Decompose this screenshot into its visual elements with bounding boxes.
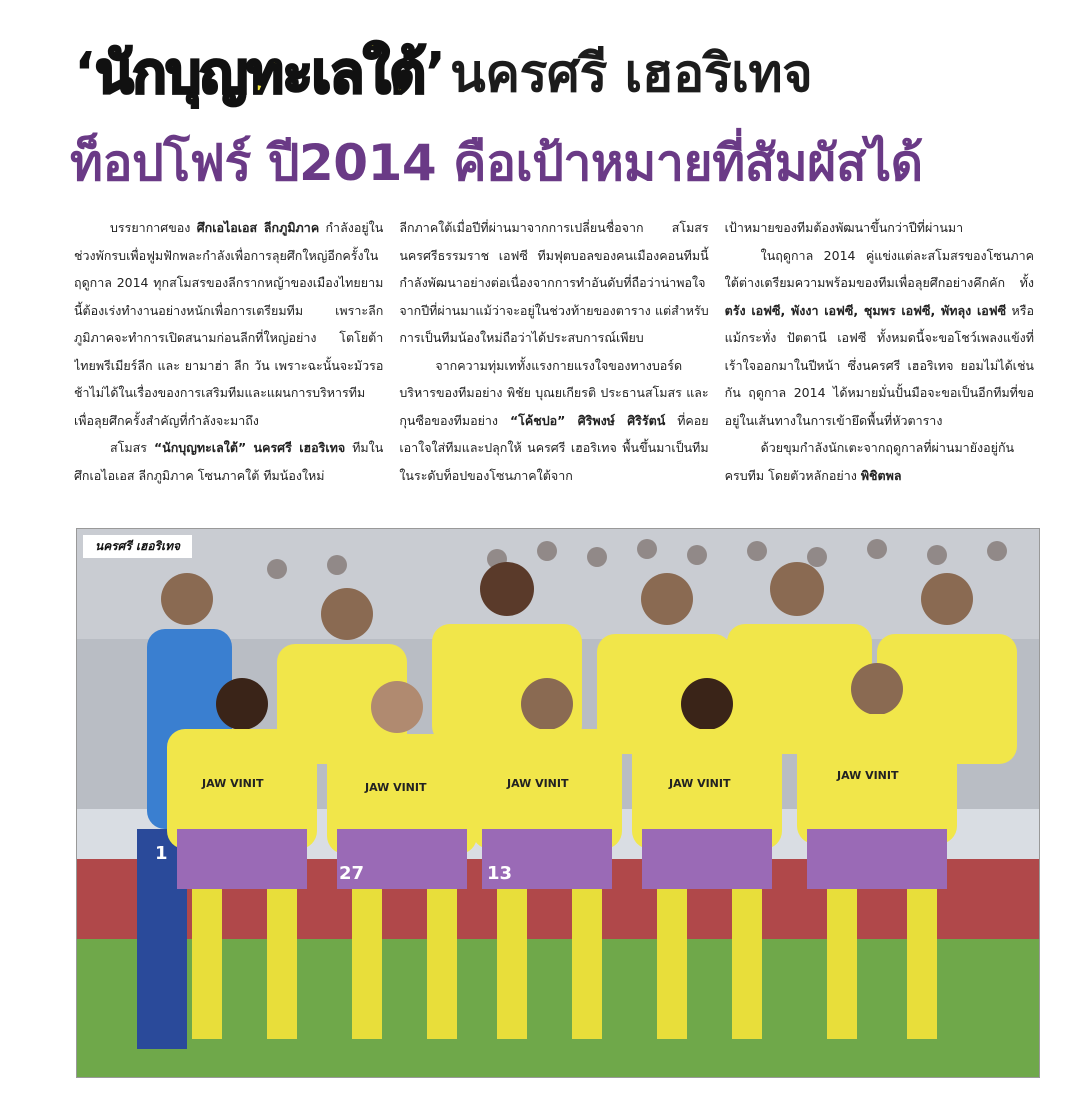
headline-close-quote: ’	[424, 41, 447, 106]
sponsor-label: JAW VINIT	[837, 769, 899, 782]
photo-caption: นครศรี เฮอริเทจ	[83, 535, 192, 558]
headline-nickname: นักบุญทะเลใต้	[95, 41, 425, 106]
article-column-2	[399, 214, 708, 504]
article-column-1	[74, 214, 383, 504]
headline-team-name: นครศรี เฮอริเทจ	[450, 44, 813, 104]
sponsor-label: JAW VINIT	[669, 777, 731, 790]
headline-open-quote: ‘	[74, 41, 96, 106]
shirt-number: 27	[339, 863, 365, 884]
sponsor-label: JAW VINIT	[507, 777, 569, 790]
paragraph: จากความทุ่มเททั้งแรงกายแรงใจของทางบอร์ดบริหารของทีมอย่าง พิชัย บุณยเกียรติ ประธานสโมสร และกุนซือของทีมอย่าง “โค้ชปอ” ศิริพงษ์ ศิริรัตน์ ที่คอยเอาใจใส่ทีมและปลุกให้ นครศรี เฮอริเทจ พื้นขึ้นมาเป็นทีมในระดับท็อปของโซนภาคใต้จาก	[399, 357, 709, 483]
paragraph: ในฤดูกาล 2014 คู่แข่งแต่ละสโมสรของโซนภาคใต้ต่างเตรียมความพร้อมของทีมเพื่อลุยศึกอย่างคึกคัก ทั้ง ตรัง เอฟซี, พังงา เอฟซี, ชุมพร เอฟซี, พัทลุง เอฟซี หรือแม้กระทั่ง ปัตตานี เอฟซี ทั้งหมดนี้จะขอโชว์เพลงแข้งที่เร้าใจออกมาในปีหน้า ซึ่งนครศรี เฮอริเทจ ยอมไม่ได้เช่นกัน ฤดูกาล 2014 ได้หมายมั่นปั้นมือจะขอเป็นอีกทีมที่ขออยู่ในเส้นทางในการเข้ายึดพื้นที่หัวตาราง	[724, 247, 1034, 428]
headline-main	[74, 34, 1034, 114]
shirt-number: 1	[155, 843, 168, 864]
sponsor-label: JAW VINIT	[365, 781, 427, 794]
article-body	[74, 214, 1034, 504]
paragraph: สโมสร “นักบุญทะเลใต้” นครศรี เฮอริเทจ ทีมในศึกเอไอเอส ลีกภูมิภาค โซนภาคใต้ ทีมน้องใหม่	[74, 440, 384, 483]
paragraph: บรรยากาศของ ศึกเอไอเอส ลีกภูมิภาค กำลังอยู่ในช่วงพักรบเพื่อฟูมฟักพละกำลังเพื่อการลุยศึกใหญ่อีกครั้งในฤดูกาล 2014 ทุกสโมสรของลีกรากหญ้าของเมืองไทยยามนี้ต้องเร่งทำงานอย่างหนักเพื่อการเตรียมทีม เพราะลีกภูมิภาคจะทำการเปิดสนามก่อนลีกที่ใหญ่อย่าง โตโยต้า ไทยพรีเมียร์ลีก และ ยามาฮ่า ลีก วัน เพราะฉะนั้นจะมัวรอช้าไม่ได้ในเรื่องของการเสริมทีมและแผนการบริหารทีมเพื่อลุยศึกครั้งสำคัญที่กำลังจะมาถึง	[74, 220, 384, 428]
headline-subtitle: ท็อปโฟร์ ปี2014 คือเป้าหมายที่สัมผัสได้	[70, 134, 923, 192]
team-photo	[76, 528, 1040, 1078]
sponsor-label: JAW VINIT	[202, 777, 264, 790]
paragraph: ด้วยขุมกำลังนักเตะจากฤดูกาลที่ผ่านมายังอยู่กันครบทีม โดยตัวหลักอย่าง พิชิตพล	[724, 440, 1015, 483]
paragraph: เป้าหมายของทีมต้องพัฒนาขึ้นกว่าปีที่ผ่านมา	[724, 220, 964, 235]
paragraph: ลีกภาคใต้เมื่อปีที่ผ่านมาจากการเปลี่ยนชื่อจาก สโมสรนครศรีธรรมราช เอฟซี ทีมฟุตบอลของคนเมืองคอนทีมนี้ กำลังพัฒนาอย่างต่อเนื่องจากการทำอันดับที่ถือว่าน่าพอใจจากปีที่ผ่านมาแม้ว่าจะอยู่ในช่วงท้ายของตาราง แต่สำหรับการเป็นทีมน้องใหม่ถือว่าได้ประสบการณ์เพียบ	[399, 220, 709, 345]
article-column-3	[725, 214, 1034, 504]
team-photo-illustration	[77, 529, 1039, 1077]
shirt-number: 13	[487, 863, 513, 884]
